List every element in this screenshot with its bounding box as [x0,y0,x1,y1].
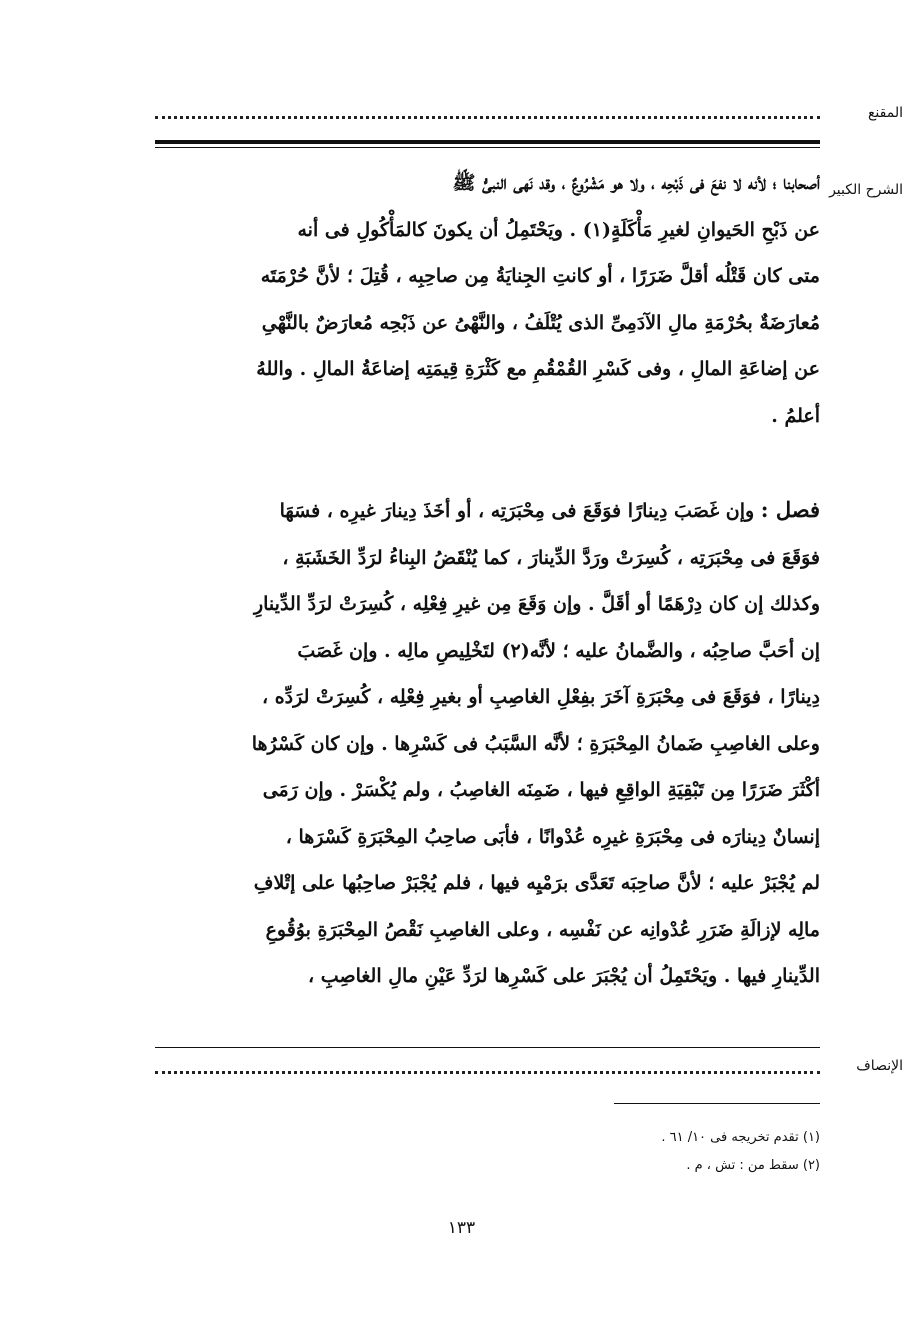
text-line: عن ذَبْحِ الحَيوانِ لغيرِ مَأْكَلَةٍ(١) . ويَحْتَمِلُ أن يكونَ كالمَأْكُولِ فى أنه [297,218,820,241]
sharh-kabir-label: الشرح الكبير [829,182,903,198]
text-line: إنسانٌ دِينارَه فى مِحْبَرَةِ غيرِه عُدْوانًا ، فأبَى صاحِبُ المِحْبَرَةِ كَسْرَها ، [285,825,820,848]
text-line: الدِّينارِ فيها . ويَحْتَمِلُ أن يُجْبَرَ على كَسْرِها لرَدِّ عَيْنِ مالِ الغاصِبِ ، [308,965,820,987]
insaf-dotted-line [155,1063,820,1074]
text-line: وعلى الغاصِبِ ضَمانُ المِحْبَرَةِ ؛ لأنَّه السَّبَبُ فى كَسْرِها . وإن كان كَسْرُها [251,732,820,755]
text-line: وكذلك إن كان دِرْهَمًا أو أقَلَّ . وإن وَقَعَ مِن غيرِ فِعْلِه ، كُسِرَتْ لرَدِّ الدِّينارِ [253,593,820,615]
text-line: عن إضاعَةِ المالِ ، وفى كَسْرِ القُمْقُمِ مع كَثْرَةِ قِيمَتِه إضاعَةُ المالِ . واللهُ [256,358,820,380]
footnote-rule [614,1103,820,1104]
muqni-dotted-line [155,108,820,119]
text-line: مُعارَضَةٌ بحُرْمَةِ مالِ الآدَمِىِّ الذى يُتْلَفُ ، والنَّهْىُ عن ذَبْحِه مُعارَضٌ بالنَّهْىِ [261,311,820,334]
insaf-rule [155,1047,820,1048]
fasl-label: فصل : [760,497,820,522]
text-line: متى كان قَتْلُه أقلَّ ضَرَرًا ، أو كانتِ الجِنايَةُ مِن صاحِبِه ، قُتِلَ ؛ لأنَّ حُرْمَتَه [260,265,820,287]
text-line: لم يُجْبَرْ عليه ؛ لأنَّ صاحِبَه تَعَدَّى برَمْيِه فيها ، فلم يُجْبَرْ صاحِبُها على إتْلافِ [253,872,820,894]
text-line: أعلمُ . [771,404,820,427]
header-rule-thick [155,140,820,144]
footnote-2: (٢) سقط من : تش ، م . [686,1158,820,1173]
fasl-first-line: وإن غَصَبَ دِينارًا فوَقَعَ فى مِحْبَرَتِه ، أو أخَذَ دِينارَ غيرِه ، فسَهَا [279,500,755,522]
fasl-paragraph [155,487,820,1000]
sharh-paragraph-1 [155,160,820,439]
insaf-label: الإنصاف [856,1058,903,1074]
footnote-1: (١) تقدم تخريجه فى ١٠/ ٦١ . [661,1130,820,1145]
text-line: أكْثَرَ ضَرَرًا مِن تَبْقِيَةِ الواقِعِ فيها ، ضَمِنَه الغاصِبُ ، ولم يُكْسَرْ . وإن رَمَى [262,779,820,801]
text-line: إن أحَبَّ صاحِبُه ، والضَّمانُ عليه ؛ لأنَّه(٢) لتَخْلِيصِ مالِه . وإن غَصَبَ [297,639,820,662]
header-rule-thin [155,147,820,148]
text-line [155,487,820,535]
text-line: دِينارًا ، فوَقَعَ فى مِحْبَرَةِ آخَرَ بفِعْلِ الغاصِبِ أو بغيرِ فِعْلِه ، كُسِرَتْ لرَدِّه ، [261,686,820,708]
text-line: أصحابنا ؛ لأنه لا نفعَ فى ذَبْحِه ، ولا هو مَشْرُوعٌ ، وقد نَهى النبىُّ ﷺ [452,172,820,194]
muqni-label: المقنع [867,105,903,121]
text-line: مالِه لإزالَةِ ضَرَرِ عُدْوانِه عن نَفْسِه ، وعلى الغاصِبِ نَقْصُ المِحْبَرَةِ بوُقُوعِ [265,918,820,941]
page-number: ١٣٣ [447,1218,476,1238]
text-line: فوَقَعَ فى مِحْبَرَتِه ، كُسِرَتْ ورَدَّ الدِّينارَ ، كما يُنْقَضُ البِناءُ لرَدِّ الخَشَبَةِ ، [282,546,820,569]
footnotes [300,1124,820,1180]
